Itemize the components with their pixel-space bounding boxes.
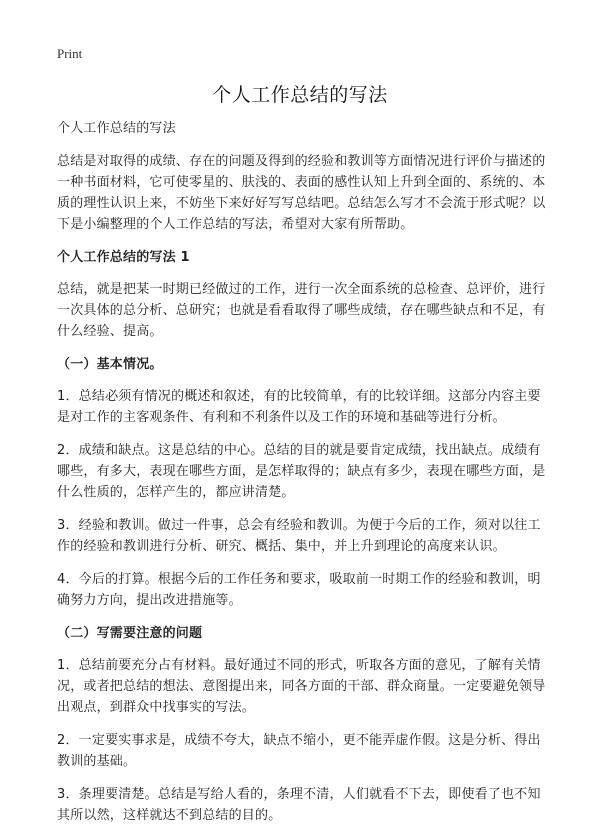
part-2-heading: （二）写需要注意的问题 <box>57 626 203 641</box>
part-2-item-1: 1．总结前要充分占有材料。最好通过不同的形式，听取各方面的意见，了解有关情况，或者把总结的想法、意图提出来，同各方面的干部、群众商量。一定要避免领导出观点，到群众中找事实的写法。 <box>57 658 546 715</box>
document-body <box>57 118 547 838</box>
print-link[interactable]: Print <box>57 46 83 61</box>
document-subtitle: 个人工作总结的写法 <box>57 121 176 136</box>
section-1-heading: 个人工作总结的写法 1 <box>57 250 190 265</box>
part-1-item-3: 3．经验和教训。做过一件事，总会有经验和教训。为便于今后的工作，须对以往工作的经验和教训进行分析、研究、概括、集中，并上升到理论的高度来认识。 <box>57 518 541 554</box>
page-title: 个人工作总结的写法 <box>212 84 388 106</box>
part-2-item-2: 2．一定要实事求是，成绩不夸大，缺点不缩小，更不能弄虚作假。这是分析、得出教训的基础。 <box>57 733 541 769</box>
section-1-paragraph: 总结，就是把某一时期已经做过的工作，进行一次全面系统的总检查、总评价，进行一次具体的总分析、总研究；也就是看看取得了哪些成绩，存在哪些缺点和不足，有什么经验、提高。 <box>57 282 546 339</box>
part-2-item-3: 3．条理要清楚。总结是写给人看的，条理不清，人们就看不下去，即使看了也不知其所以然，这样就达不到总结的目的。 <box>57 787 541 823</box>
part-1-item-1: 1．总结必须有情况的概述和叙述，有的比较简单，有的比较详细。这部分内容主要是对工作的主客观条件、有利和不利条件以及工作的环境和基础等进行分析。 <box>57 389 541 425</box>
part-1-heading: （一）基本情况。 <box>57 357 163 372</box>
intro-paragraph: 总结是对取得的成绩、存在的问题及得到的经验和教训等方面情况进行评价与描述的一种书面材料，它可使零星的、肤浅的、表面的感性认知上升到全面的、系统的、本质的理性认识上来，不妨坐下来好好写写总结吧。总结怎么写才不会流于形式呢？以下是小编整理的个人工作总结的写法，希望对大家有所帮助。 <box>57 154 546 232</box>
part-1-item-4: 4．今后的打算。根据今后的工作任务和要求，吸取前一时期工作的经验和教训，明确努力方向，提出改进措施等。 <box>57 572 541 608</box>
part-1-item-2: 2．成绩和缺点。这是总结的中心。总结的目的就是要肯定成绩，找出缺点。成绩有哪些，有多大，表现在哪些方面，是怎样取得的；缺点有多少，表现在哪些方面，是什么性质的，怎样产生的，都应讲清楚。 <box>57 443 546 500</box>
